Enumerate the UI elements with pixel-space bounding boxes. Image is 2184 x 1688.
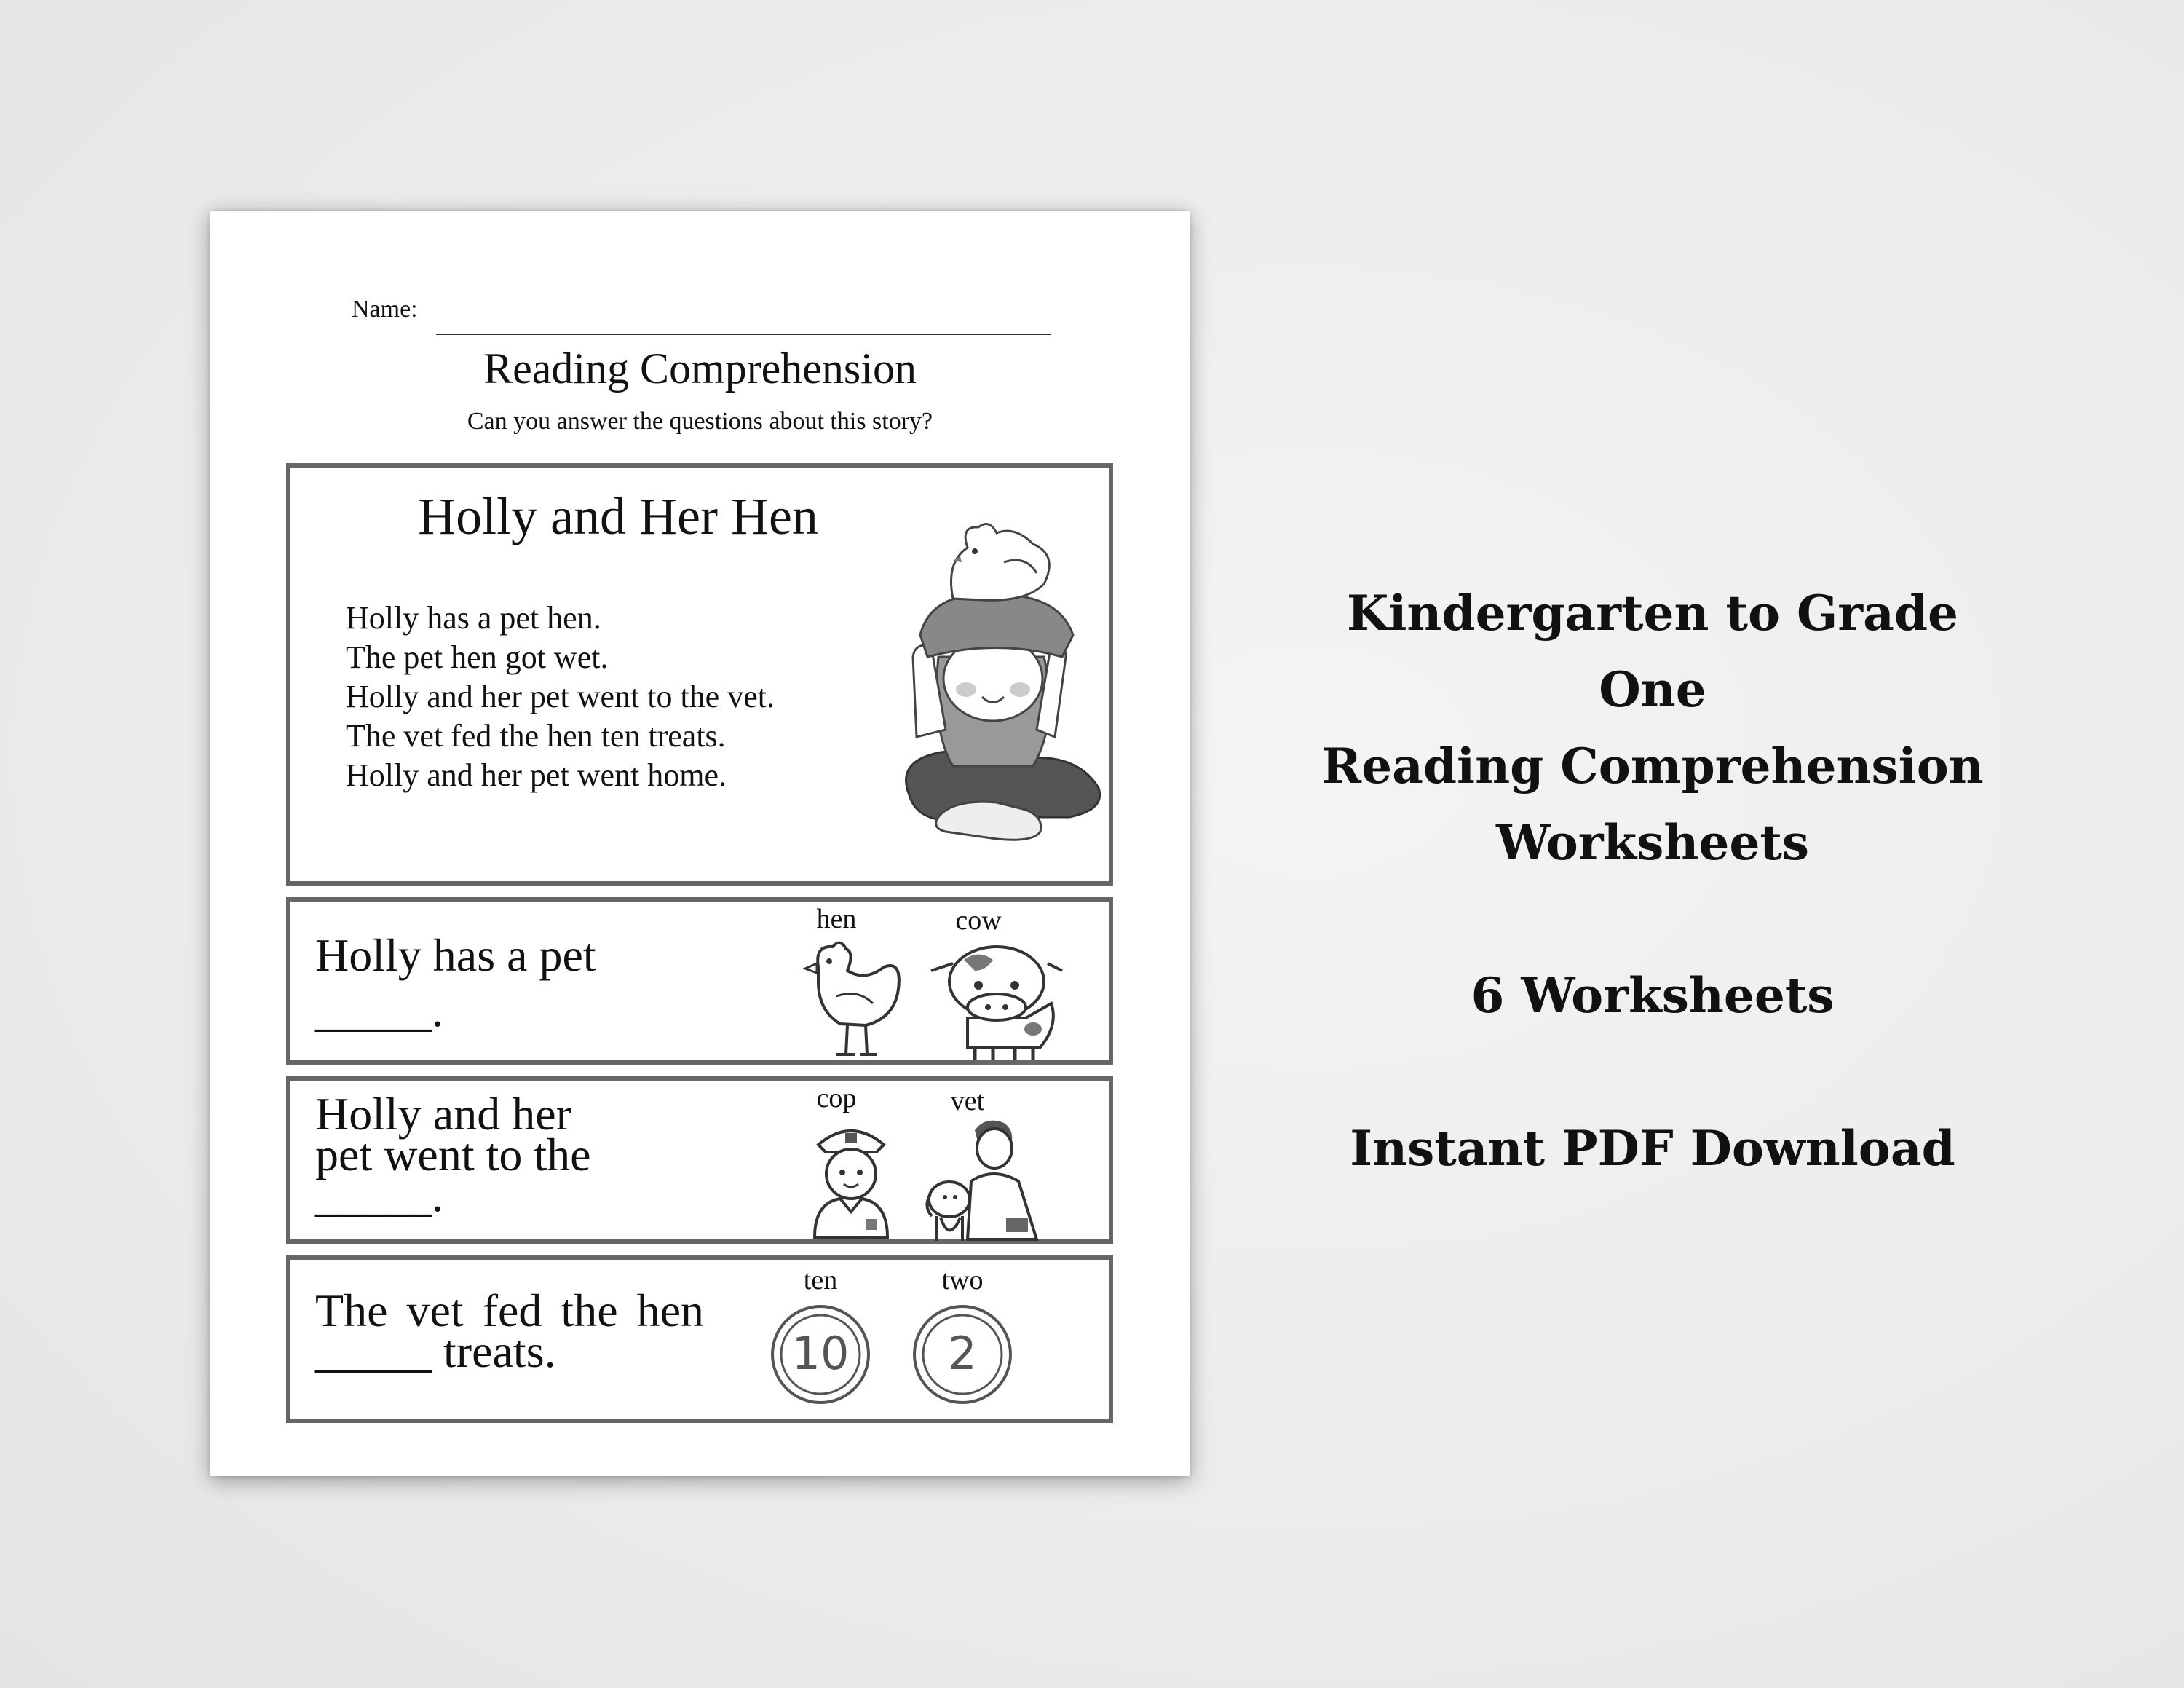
story-line: Holly and her pet went home. bbox=[346, 757, 727, 793]
worksheet-count: 6 Worksheets bbox=[1471, 967, 1835, 1024]
vet-icon bbox=[920, 1116, 1044, 1243]
worksheet-title: Reading Comprehension bbox=[483, 344, 917, 393]
product-line-1: Kindergarten to Grade One bbox=[1347, 585, 1958, 718]
product-line-3: Worksheets bbox=[1495, 814, 1810, 871]
question-box-1 bbox=[286, 897, 1113, 1065]
story-line: The vet fed the hen ten treats. bbox=[346, 718, 726, 754]
story-line: The pet hen got wet. bbox=[346, 639, 609, 675]
download-note: Instant PDF Download bbox=[1350, 1120, 1955, 1177]
girl-with-hen-illustration bbox=[887, 511, 1106, 861]
story-text bbox=[346, 599, 775, 795]
name-line bbox=[436, 334, 1051, 335]
coin-two-value: 2 bbox=[948, 1327, 977, 1380]
answer-blank: _____. bbox=[315, 985, 443, 1036]
question-box-3 bbox=[286, 1255, 1113, 1423]
question-line: Holly and her bbox=[315, 1088, 571, 1140]
option-label-cow: cow bbox=[955, 905, 1002, 936]
story-line: Holly has a pet hen. bbox=[346, 600, 601, 636]
question-text-3 bbox=[315, 1285, 704, 1377]
name-label: Name: bbox=[352, 296, 418, 323]
question-text-1 bbox=[315, 929, 596, 1036]
question-line: pet went to the bbox=[315, 1129, 591, 1180]
product-description bbox=[1296, 575, 2009, 1187]
product-line-2: Reading Comprehension bbox=[1321, 738, 1984, 794]
worksheet-subtitle: Can you answer the questions about this story? bbox=[467, 408, 933, 435]
story-line: Holly and her pet went to the vet. bbox=[346, 679, 775, 714]
question-line: Holly has a pet bbox=[315, 929, 596, 981]
option-label-cop: cop bbox=[816, 1083, 857, 1113]
cow-icon bbox=[924, 938, 1069, 1062]
coin-ten-value: 10 bbox=[791, 1327, 850, 1380]
hen-icon bbox=[796, 938, 906, 1062]
question-text-2 bbox=[315, 1088, 591, 1221]
option-label-hen: hen bbox=[816, 904, 857, 934]
spacer bbox=[1296, 1034, 2009, 1111]
answer-blank: _____. bbox=[315, 1170, 443, 1221]
spacer bbox=[1296, 881, 2009, 958]
story-title: Holly and Her Hen bbox=[418, 487, 818, 545]
option-label-ten: ten bbox=[803, 1265, 838, 1295]
cop-icon bbox=[807, 1117, 895, 1241]
option-label-vet: vet bbox=[950, 1086, 985, 1116]
question-line: The vet fed the hen bbox=[315, 1285, 704, 1336]
question-box-2 bbox=[286, 1076, 1113, 1244]
worksheet-page bbox=[210, 211, 1190, 1476]
option-label-two: two bbox=[941, 1265, 984, 1295]
answer-blank: _____ treats. bbox=[315, 1325, 556, 1377]
story-box bbox=[286, 463, 1113, 886]
